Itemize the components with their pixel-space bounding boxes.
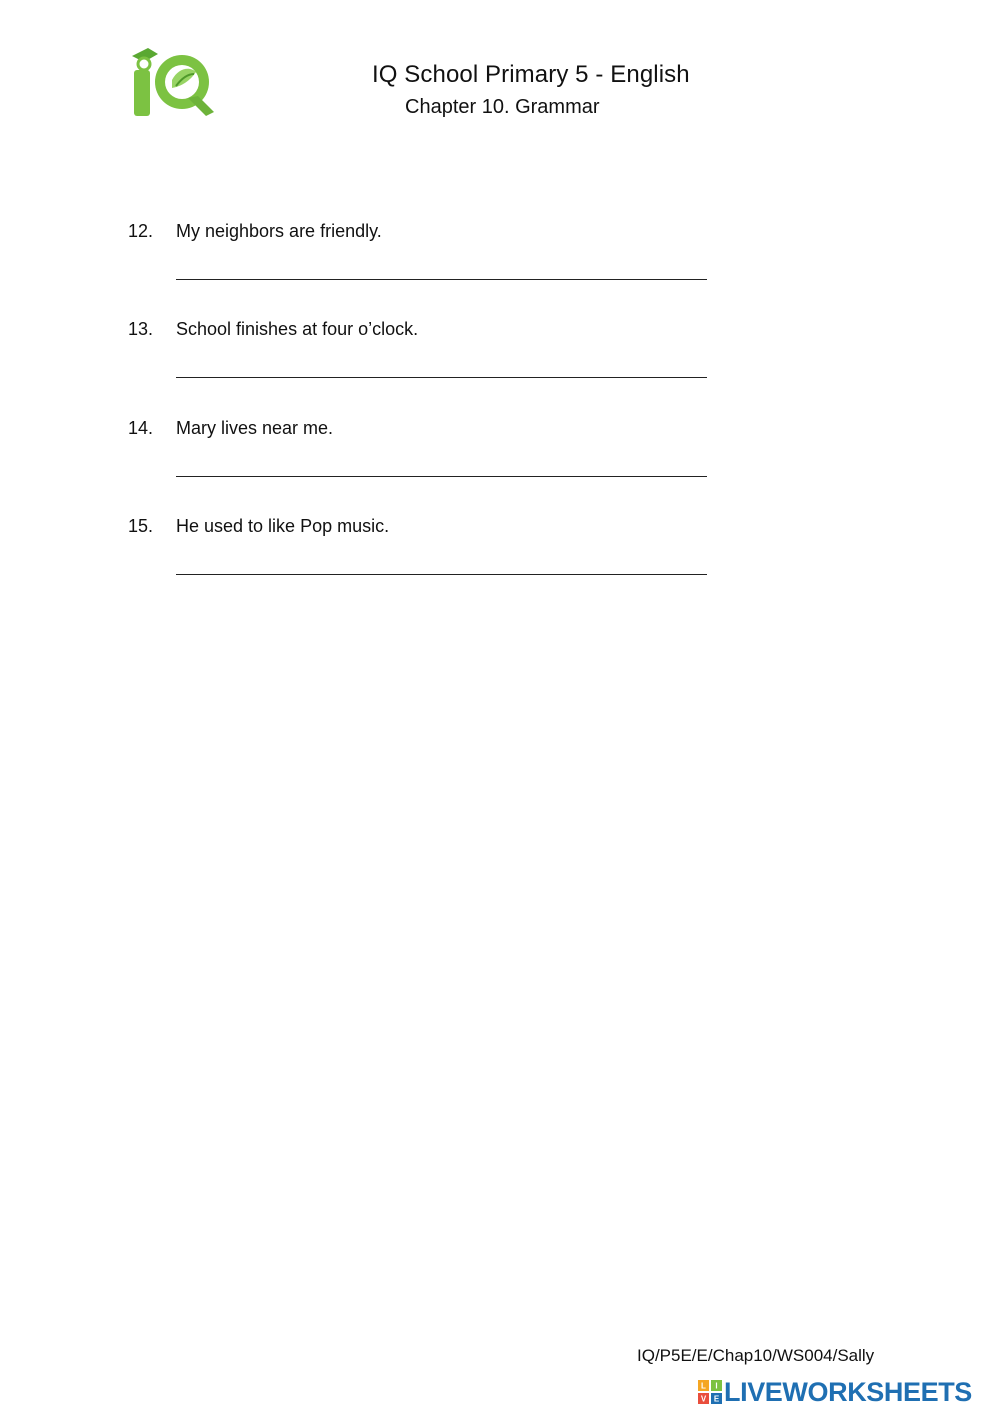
worksheet-code: IQ/P5E/E/Chap10/WS004/Sally (637, 1346, 875, 1365)
page-title: IQ School Primary 5 - English (372, 61, 690, 88)
question-item (0, 219, 1000, 317)
question-item (0, 416, 1000, 514)
answer-field[interactable] (176, 476, 707, 477)
iq-logo-icon (126, 42, 218, 122)
question-text: School finishes at four o’clock. (176, 319, 419, 339)
brand-name: LIVEWORKSHEETS (724, 1377, 972, 1407)
svg-text:I: I (715, 1381, 718, 1391)
question-text: My neighbors are friendly. (176, 221, 382, 241)
answer-field[interactable] (176, 377, 707, 378)
page-subtitle: Chapter 10. Grammar (405, 96, 600, 118)
question-text: He used to like Pop music. (176, 516, 390, 536)
question-number: 14. (128, 418, 154, 438)
question-number: 13. (128, 319, 154, 339)
svg-text:L: L (701, 1381, 706, 1391)
question-number: 15. (128, 516, 154, 536)
answer-field[interactable] (176, 279, 707, 280)
svg-text:E: E (713, 1394, 720, 1404)
liveworksheets-icon (698, 1380, 722, 1404)
question-number: 12. (128, 221, 154, 241)
school-logo (126, 42, 218, 122)
answer-field[interactable] (176, 574, 707, 575)
svg-text:V: V (700, 1394, 707, 1404)
liveworksheets-brand[interactable] (698, 1377, 972, 1407)
question-item (0, 514, 1000, 612)
question-item (0, 317, 1000, 415)
question-text: Mary lives near me. (176, 418, 334, 438)
